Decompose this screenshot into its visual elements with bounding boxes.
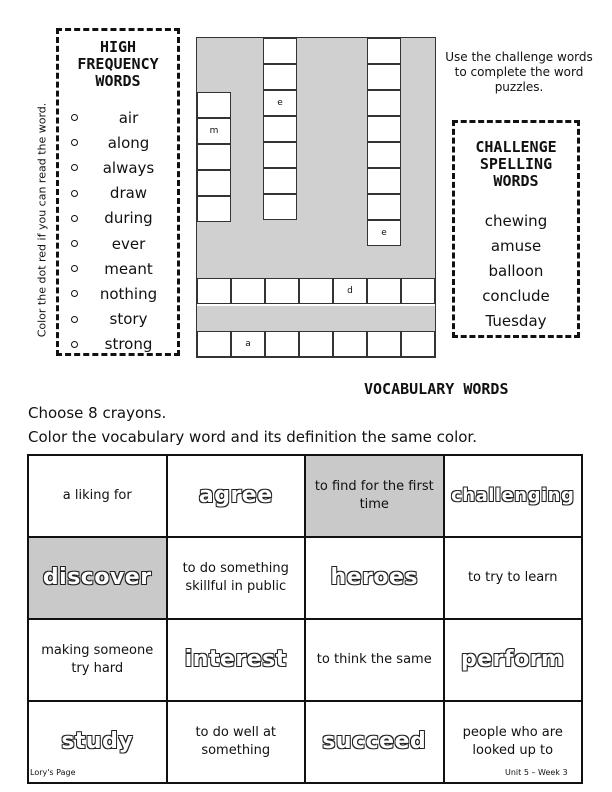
table-row [28,455,582,537]
table-row [28,537,582,619]
dot-icon[interactable] [71,139,78,146]
puzzle-cell[interactable] [367,142,401,168]
word-puzzle [196,37,436,358]
word: draw [109,184,148,203]
list-item [71,281,173,306]
side-instruction [36,70,48,370]
puzzle-cell[interactable] [299,278,333,304]
word: always [102,158,155,177]
title-line: FREQUENCY [77,55,159,73]
list-item: balloon [488,262,544,280]
puzzle-cell[interactable] [197,144,231,170]
puzzle-cell[interactable] [401,331,435,357]
word: along [107,133,150,152]
definition-cell[interactable]: people who are looked up to [444,701,583,783]
list-item [71,332,173,357]
title-line: WORDS [493,172,539,190]
dot-icon[interactable] [71,114,78,121]
list-item: Tuesday [485,312,547,330]
dot-icon[interactable] [71,190,78,197]
puzzle-cell[interactable] [333,331,367,357]
word: nothing [99,284,158,303]
high-frequency-list [71,105,173,357]
vocabulary-table [27,454,583,784]
puzzle-cell[interactable] [231,331,265,357]
list-item: amuse [490,237,542,255]
dot-icon[interactable] [71,164,78,171]
list-item [71,181,173,206]
vocab-word-cell[interactable]: heroes [305,537,444,619]
puzzle-letter: a [245,339,251,349]
puzzle-cell[interactable] [333,278,367,304]
list-item [71,307,173,332]
list-item: chewing [484,212,548,230]
word: during [104,209,153,228]
puzzle-cell[interactable] [197,278,231,304]
list-item [71,130,173,155]
footer-credit: Lory's Page [30,768,76,777]
puzzle-cell[interactable] [367,331,401,357]
table-row [28,701,582,783]
puzzle-cell[interactable] [367,278,401,304]
list-item: conclude [482,287,550,305]
vocabulary-title: VOCABULARY WORDS [364,380,509,398]
puzzle-cell[interactable] [367,194,401,220]
dot-icon[interactable] [71,290,78,297]
high-frequency-box [56,28,180,356]
puzzle-cell[interactable] [197,331,231,357]
vocab-word-cell[interactable]: discover [28,537,167,619]
vocab-word-cell[interactable]: agree [167,455,306,537]
vocab-word-cell[interactable]: challenging [444,455,583,537]
puzzle-cell[interactable] [263,142,297,168]
table-row [28,619,582,701]
footer-unit: Unit 5 – Week 3 [505,768,568,777]
vocab-word-cell[interactable]: interest [167,619,306,701]
challenge-title [455,139,577,190]
word: story [109,310,148,329]
dot-icon[interactable] [71,316,78,323]
word: strong [104,335,153,354]
puzzle-cell[interactable] [367,116,401,142]
vocab-word-cell[interactable]: study [28,701,167,783]
puzzle-letter: e [381,228,387,238]
vocab-word-cell[interactable]: succeed [305,701,444,783]
puzzle-cell[interactable] [265,331,299,357]
list-item [71,155,173,180]
puzzle-cell[interactable] [367,64,401,90]
puzzle-cell[interactable] [367,38,401,64]
word: air [118,108,139,127]
puzzle-cell[interactable] [265,278,299,304]
word: meant [104,259,153,278]
definition-cell[interactable]: to find for the first time [305,455,444,537]
title-line: CHALLENGE [475,138,557,156]
puzzle-cell[interactable] [197,170,231,196]
puzzle-background [197,306,435,332]
puzzle-letter: e [277,98,283,108]
dot-icon[interactable] [71,240,78,247]
dot-icon[interactable] [71,265,78,272]
title-line: WORDS [95,72,141,90]
vocabulary-instruction: Color the vocabulary word and its definition the same color. [28,428,477,446]
dot-icon[interactable] [71,341,78,348]
vocabulary-instruction: Choose 8 crayons. [28,404,167,422]
challenge-list [455,209,577,334]
list-item [71,206,173,231]
puzzle-cell[interactable] [299,331,333,357]
puzzle-cell[interactable] [401,278,435,304]
list-item [71,256,173,281]
definition-cell[interactable]: making someone try hard [28,619,167,701]
definition-cell[interactable]: a liking for [28,455,167,537]
title-line: HIGH [99,38,137,56]
list-item [71,105,173,130]
title-line: SPELLING [479,155,553,173]
puzzle-cell[interactable] [263,38,297,64]
puzzle-cell[interactable] [367,168,401,194]
puzzle-cell[interactable] [367,220,401,246]
word: ever [111,234,146,253]
puzzle-cell[interactable] [197,196,231,222]
puzzle-letter: d [347,286,353,296]
vocab-word-cell[interactable]: perform [444,619,583,701]
dot-icon[interactable] [71,215,78,222]
puzzle-cell[interactable] [197,118,231,144]
side-instruction-text: Color the dot red if you can read the word. [35,102,49,338]
puzzle-cell[interactable] [231,278,265,304]
puzzle-cell[interactable] [367,90,401,116]
list-item [71,231,173,256]
puzzle-letter: m [209,126,219,136]
definition-cell[interactable]: to do well at something [167,701,306,783]
definition-cell[interactable]: to do something skillful in public [167,537,306,619]
puzzle-cell[interactable] [263,64,297,90]
definition-cell[interactable]: to try to learn [444,537,583,619]
high-frequency-title [59,39,177,90]
puzzle-cell[interactable] [263,90,297,116]
puzzle-cell[interactable] [263,116,297,142]
puzzle-cell[interactable] [197,92,231,118]
puzzle-cell[interactable] [263,168,297,194]
challenge-instruction: Use the challenge words to complete the word puzzles. [445,50,593,94]
challenge-words-box [452,120,580,338]
definition-cell[interactable]: to think the same [305,619,444,701]
puzzle-cell[interactable] [263,194,297,220]
